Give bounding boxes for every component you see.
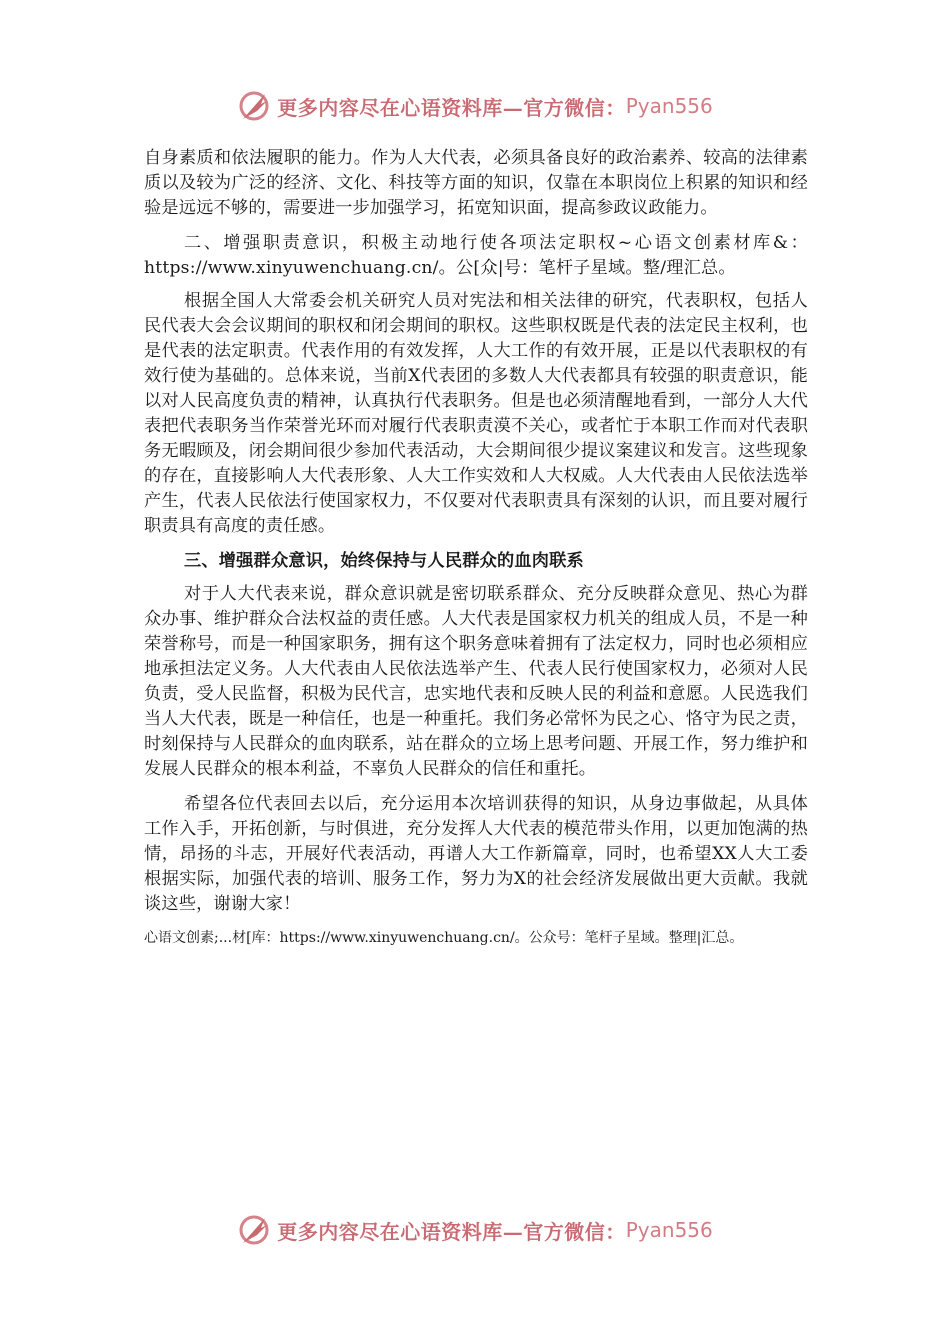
feather-logo-icon <box>237 89 271 123</box>
paragraph-continuation: 自身素质和依法履职的能力。作为人大代表，必须具备良好的政治素养、较高的法律素质以及较为广泛的经济、文化、科技等方面的知识，仅靠在本职岗位上积累的知识和经验是远远不够的，需要进一步加强学习，拓宽知识面，提高参政议政能力。 <box>144 148 808 218</box>
feather-logo-icon <box>237 1213 271 1247</box>
section-heading-3: 三、增强群众意识，始终保持与人民群众的血肉联系 <box>184 551 584 571</box>
header-banner-text: 更多内容尽在心语资料库—官方微信： <box>277 95 626 120</box>
paragraph-duties: 根据全国人大常委会机关研究人员对宪法和相关法律的研究，代表职权，包括人民代表大会会议期间的职权和闭会期间的职权。这些职权既是代表的法定民主权利，也是代表的法定职责。代表作用的有效发挥，人大工作的有效开展，正是以代表职权的有效行使为基础的。总体来说，当前X代表团的多数人大代表都具有较强的职责意识，能以对人民高度负责的精神，认真执行代表职务。但是也必须清醒地看到，一部分人大代表把代表职务当作荣誉光环而对履行代表职责漠不关心，或者忙于本职工作而对代表职务无暇顾及，闭会期间很少参加代表活动，大会期间很少提议案建议和发言。这些现象的存在，直接影响人大代表形象、人大工作实效和人大权威。人大代表由人民依法选举产生，代表人民依法行使国家权力，不仅要对代表职责具有深刻的认识，而且要对履行职责具有高度的责任感。 <box>144 291 808 536</box>
section-heading-2: 二、增强职责意识，积极主动地行使各项法定职权~心语文创素材库&：https://www.xinyuwenchuang.cn/。公[众|号：笔杆子星域。整/理汇总。 <box>144 233 808 278</box>
paragraph-closing: 希望各位代表回去以后，充分运用本次培训获得的知识，从身边事做起，从具体工作入手，开拓创新，与时俱进，充分发挥人大代表的模范带头作用，以更加饱满的热情，昂扬的斗志，开展好代表活动，再谱人大工作新篇章，同时，也希望XX人大工委根据实际，加强代表的培训、服务工作，努力为X的社会经济发展做出更大贡献。我就谈这些，谢谢大家！ <box>144 794 808 914</box>
paragraph-masses: 对于人大代表来说，群众意识就是密切联系群众、充分反映群众意见、热心为群众办事、维护群众合法权益的责任感。人大代表是国家权力机关的组成人员，不是一种荣誉称号，而是一种国家职务，拥有这个职务意味着拥有了法定权力，同时也必须相应地承担法定义务。人大代表由人民依法选举产生、代表人民行使国家权力，必须对人民负责，受人民监督，积极为民代言，忠实地代表和反映人民的利益和意愿。人民选我们当人大代表，既是一种信任，也是一种重托。我们务必常怀为民之心、恪守为民之责，时刻保持与人民群众的血肉联系，站在群众的立场上思考问题、开展工作，努力维护和发展人民群众的根本利益，不辜负人民群众的信任和重托。 <box>144 584 808 779</box>
footer-banner-text: 更多内容尽在心语资料库—官方微信： <box>277 1219 626 1244</box>
footer-banner <box>0 1210 950 1250</box>
footer-banner-wechat-id: Pyan556 <box>625 1218 713 1242</box>
document-body <box>144 146 808 949</box>
header-banner-wechat-id: Pyan556 <box>625 94 713 118</box>
header-banner <box>0 86 950 126</box>
source-note: 心语文创素;...材[库：https://www.xinyuwenchuang.cn/。公众号：笔杆子星域。整理|汇总。 <box>144 930 744 946</box>
